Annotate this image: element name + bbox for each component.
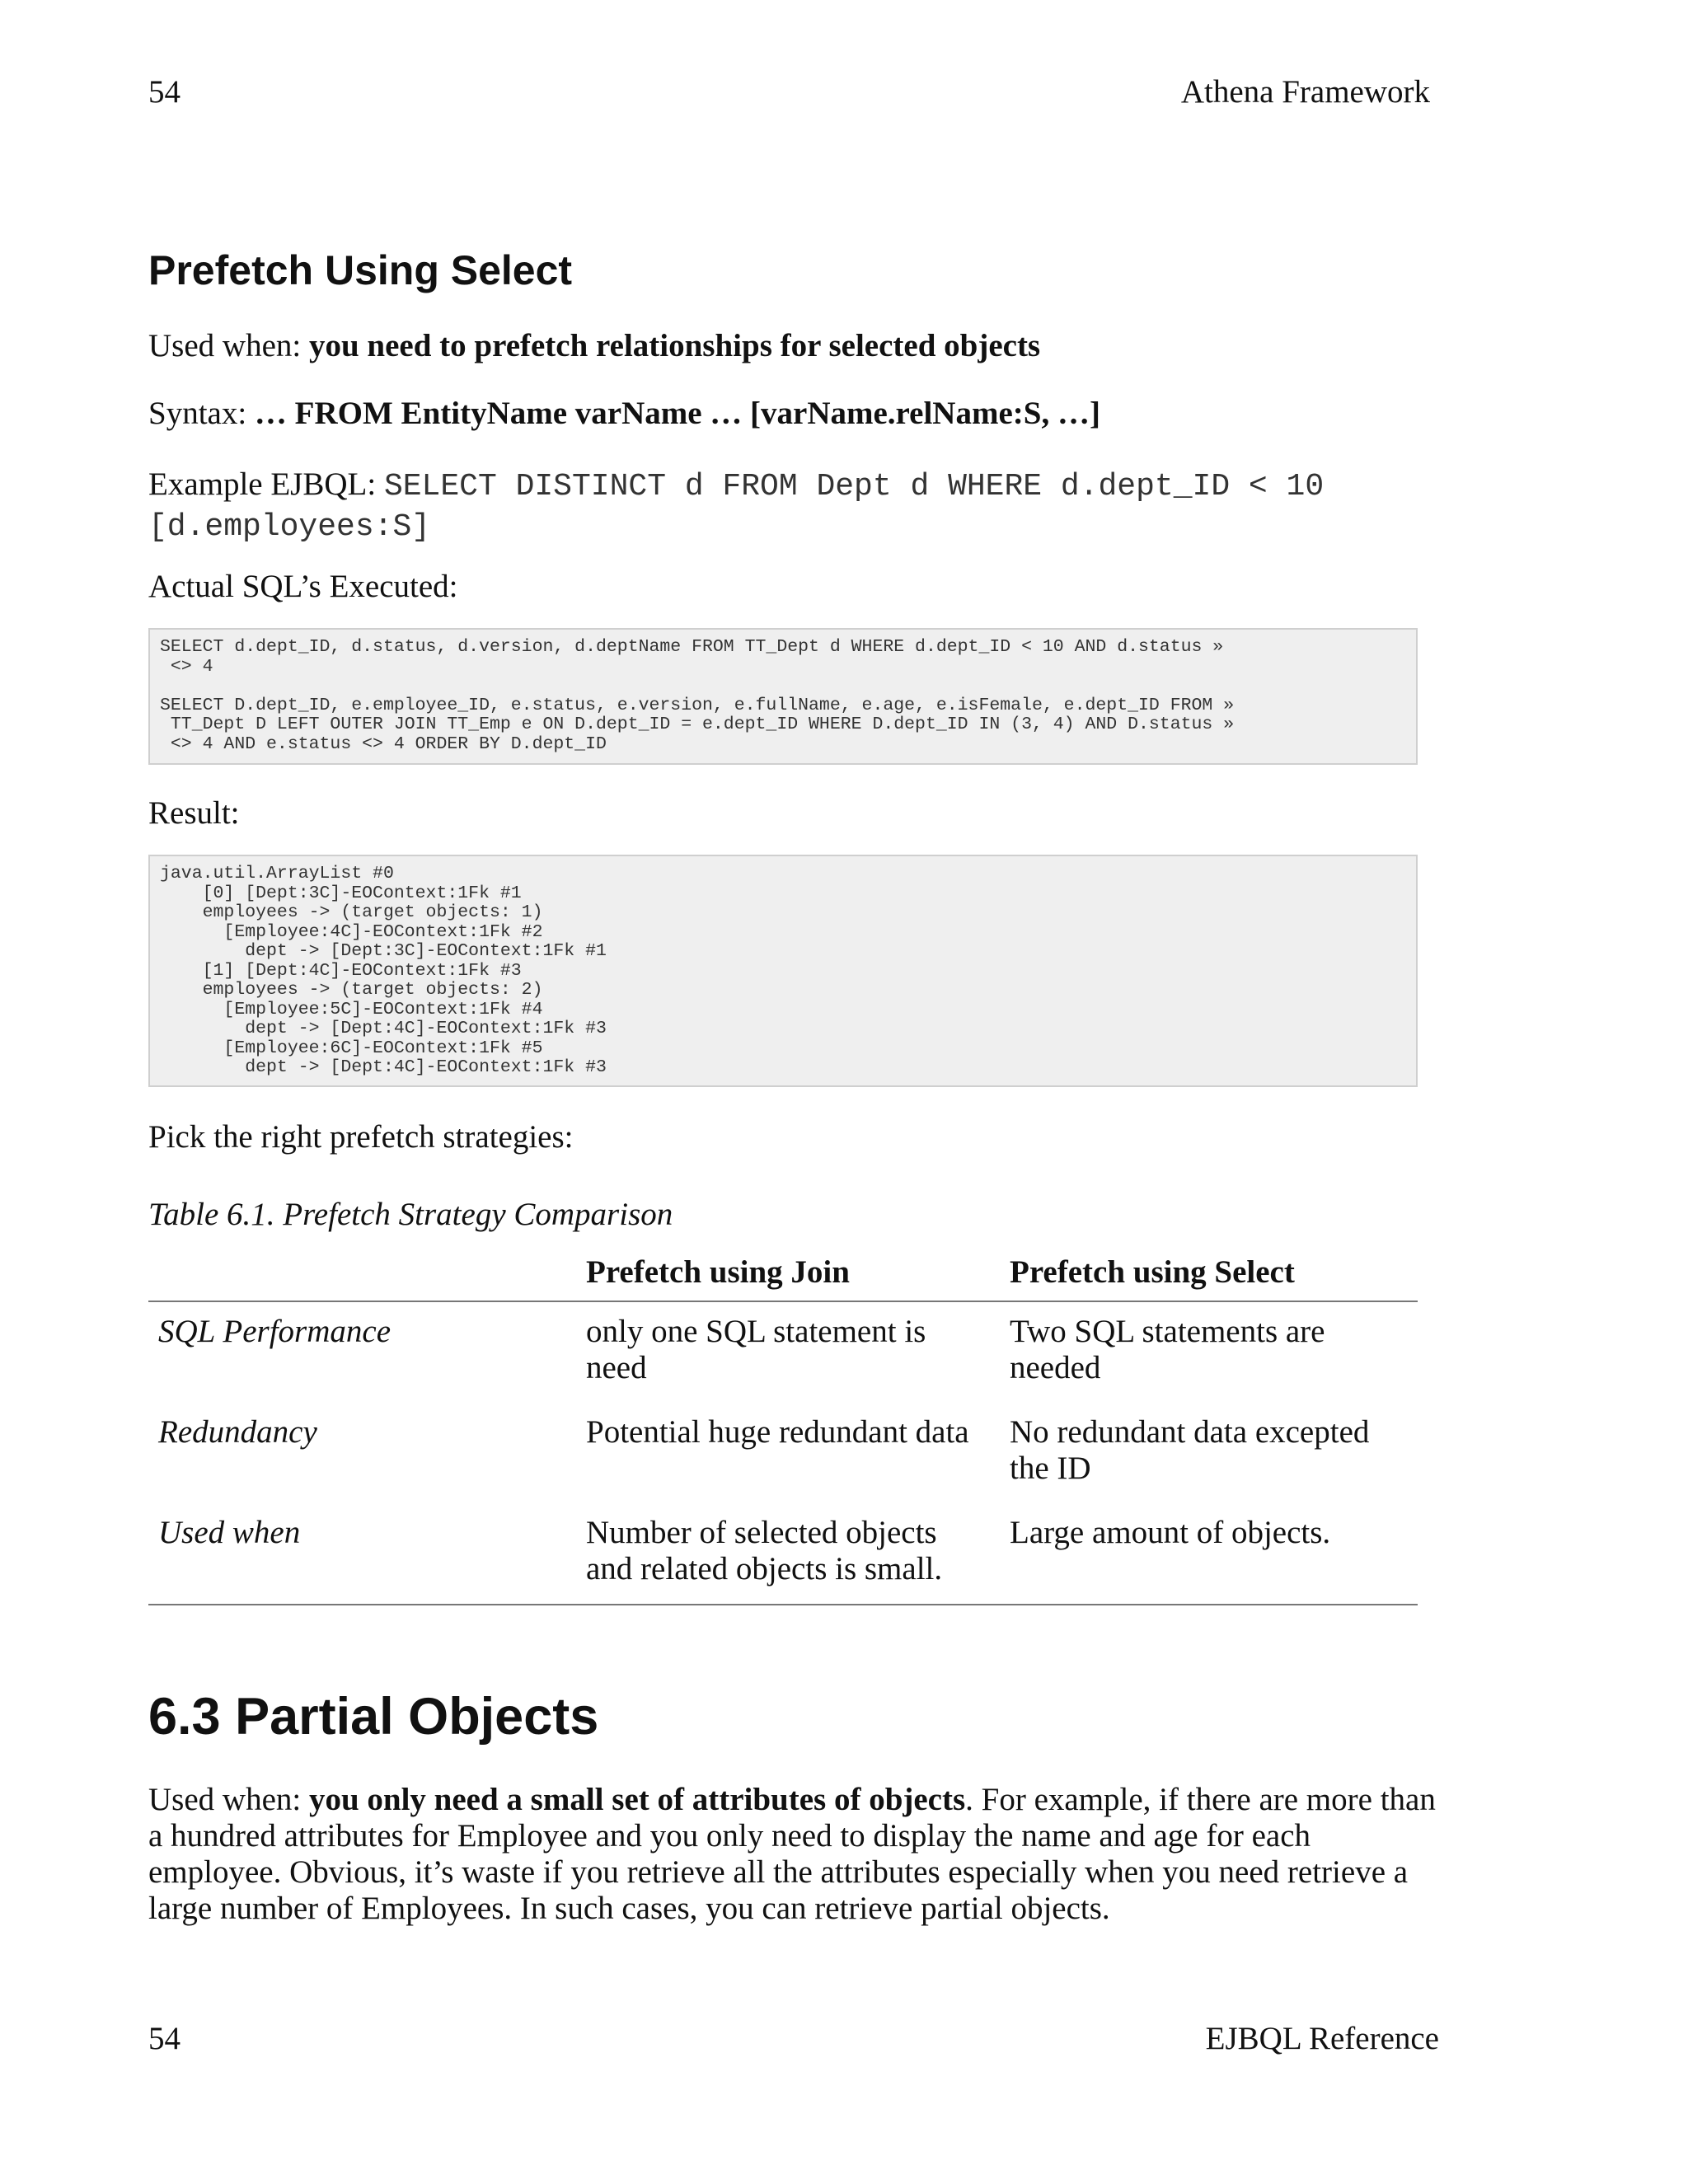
section-heading-partial-objects: 6.3 Partial Objects [148,1688,599,1746]
header-title: Athena Framework [1180,74,1430,110]
table-row [148,1503,1418,1605]
pick-strategies-text: Pick the right prefetch strategies: [148,1119,574,1155]
result-code: java.util.ArrayList #0 [0] [Dept:3C]-EOContext:1Fk #1 employees -> (target objects: 1) [Employee:4C]-EOContext:1Fk #2 dept -> [Dept:3C]-EOContext:1Fk #1 [1] [Dept:4C]-EOContext:1Fk #3 employees -> (target objects: 2) [Employee:5C]-EOContext:1Fk #4 dept -> [Dept:4C]-EOContext:1Fk #3 [Employee:6C]-EOContext:1Fk #5 dept -> [Dept:4C]-EOContext:1Fk #3 [160,864,607,1077]
table-header-cell: Prefetch using Select [1000,1246,1418,1301]
sql-label: Actual SQL’s Executed: [148,569,458,604]
header-page-number: 54 [148,74,181,110]
used-when-label: Used when: [148,328,309,363]
table-row-label: Used when [148,1503,576,1605]
partial-used-when-text: you only need a small set of attributes of objects [308,1782,966,1817]
syntax-paragraph [148,396,1434,432]
table-row-label: SQL Performance [158,1314,392,1349]
partial-used-when-label: Used when: [148,1782,309,1817]
table-cell: Large amount of objects. [1000,1503,1418,1605]
result-label: Result: [148,795,240,831]
example-code: SELECT DISTINCT d FROM Dept d WHERE d.dept_ID < 10 [d.employees:S] [148,469,1325,545]
footer-page-number: 54 [148,2021,181,2056]
example-label: Example EJBQL: [148,466,384,502]
partial-body-text: . For example, if there are more than a hundred attributes for Employee and you only need to display the name and age for each employee. Obvious, it’s waste if you retrieve all the attributes especially when you need retrieve a large number of Employees. In such cases, you can retrieve partial objects. [148,1782,1436,1926]
table-cell: No redundant data excepted the ID [1010,1414,1370,1486]
used-when-text: you need to prefetch relationships for selected objects [308,328,1041,363]
table-header-cell: Prefetch using Join [576,1246,1000,1301]
example-paragraph [148,466,1385,546]
footer-title: EJBQL Reference [1205,2021,1439,2056]
syntax-text: … FROM EntityName varName … [varName.relName:S, …] [254,396,1100,431]
table-caption: Table 6.1. Prefetch Strategy Comparison [148,1197,673,1232]
table-header-cell [148,1246,576,1301]
table-row [148,1301,1418,1403]
partial-objects-paragraph [148,1782,1442,1927]
comparison-table [148,1246,1418,1605]
result-code-block [148,855,1418,1087]
table-row [148,1403,1418,1503]
table-header-row [148,1246,1418,1301]
table-cell: Number of selected objects and related objects is small. [576,1503,1000,1605]
sql-code: SELECT d.dept_ID, d.status, d.version, d.deptName FROM TT_Dept d WHERE d.dept_ID < 10 AND d.status » <> 4 SELECT D.dept_ID, e.employee_ID, e.status, e.version, e.fullName, e.age, e.isFemale, e.dept_ID FROM » TT_Dept D LEFT OUTER JOIN TT_Emp e ON D.dept_ID = e.dept_ID WHERE D.dept_ID IN (3, 4) AND D.status » <> 4 AND e.status <> 4 ORDER BY D.dept_ID [160,637,1235,754]
sql-code-block [148,628,1418,765]
table-cell: Two SQL statements are needed [1010,1314,1325,1385]
table-cell: only one SQL statement is need [586,1314,926,1385]
table-cell: Potential huge redundant data [586,1414,969,1450]
section-heading-prefetch: Prefetch Using Select [148,247,573,293]
used-when-paragraph [148,328,1434,364]
syntax-label: Syntax: [148,396,255,431]
table-row-label: Redundancy [158,1414,317,1450]
